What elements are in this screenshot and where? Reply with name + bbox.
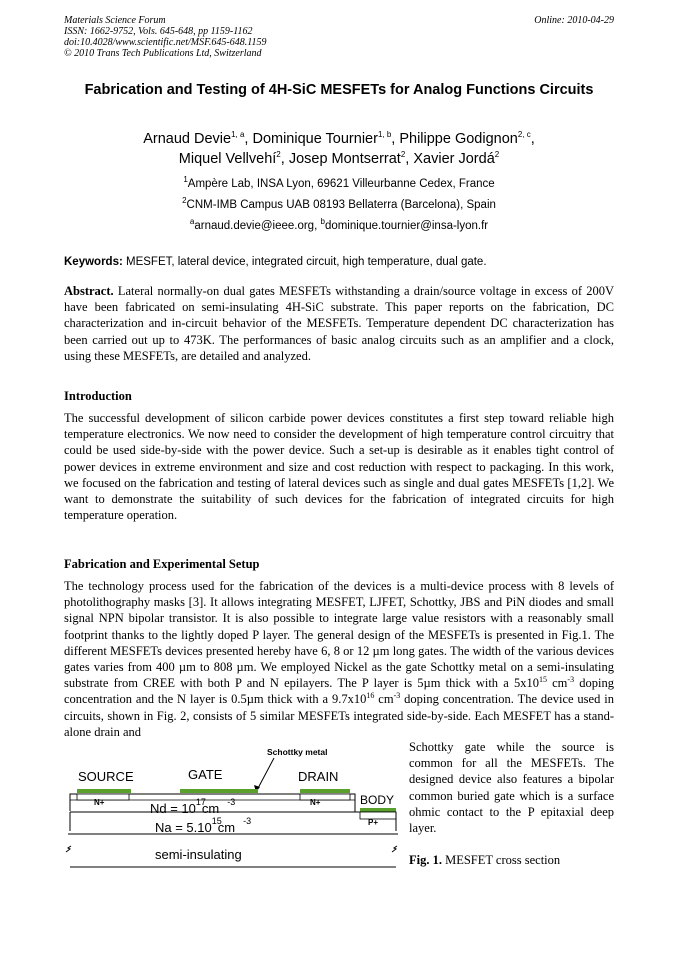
author: Philippe Godignon [399, 131, 518, 147]
p-plus-label: P+ [368, 818, 379, 827]
na-unit: cm [217, 820, 236, 835]
intro-heading: Introduction [64, 389, 132, 403]
online-date: Online: 2010-04-29 [534, 15, 614, 26]
journal-header [64, 15, 267, 59]
author: Josep Montserrat [288, 151, 401, 167]
figure-caption [409, 853, 560, 868]
break-mark-right [392, 846, 397, 852]
nd-value: Nd = 10 [150, 801, 196, 816]
email-link[interactable]: arnaud.devie@ieee.org, [194, 220, 318, 232]
na-unit-exponent: -3 [243, 816, 252, 826]
author-affil-mark: 2 [494, 150, 500, 160]
author-affil-mark: 1, a [231, 130, 245, 140]
schottky-label: Schottky metal [267, 747, 328, 757]
author-list: Arnaud Devie$^{1, a}$, Dominique Tournier$^{1, b}$, Philippe Godignon$^{2, c}$, Miquel Vellvehí$^2$, Josep Montserrat$^2$, Xavier Jordá$^2$ [143, 130, 535, 167]
drain-contact [300, 789, 350, 793]
exponent: 15 [538, 675, 547, 685]
paper-title: Fabrication and Testing of 4H-SiC MESFETs for Analog Functions Circuits [84, 82, 594, 98]
na-label [155, 816, 251, 835]
caption-label: Fig. 1. [409, 853, 442, 867]
n-plus-left-label: N+ [94, 798, 105, 807]
source-label: SOURCE [78, 769, 134, 784]
abstract [64, 283, 614, 364]
author-affil-mark: 2 [400, 150, 406, 160]
text-run: doping concentration and the N layer is 0.5µm thick with a 9.7x10 [64, 676, 614, 707]
author: Miquel Vellvehí [178, 151, 277, 167]
author: Arnaud Devie [143, 131, 232, 147]
caption-text: MESFET cross section [445, 853, 561, 867]
exponent: -3 [567, 675, 575, 685]
intro-text: The successful development of silicon carbide power devices constitutes a first step toward reliable high temperature electronics. We now need to consider the development of high temperature control circuitry that could be used side-by-side with the power device. Such a set-up is desirable as it enables tight control of power devices in extreme environment and size and cost reduction with respect to packaging. In this work, we focused on the fabrication and testing of lateral devices such as single and dual gates MESFETs [1,2]. We want to demonstrate the suitability of such devices for the fabrication of integrated circuits for high temperature operation. [64, 411, 614, 523]
nd-unit: cm [201, 801, 220, 816]
affil-text: Ampère Lab, INSA Lyon, 69621 Villeurbanne Cedex, France [187, 178, 495, 190]
abstract-text: Lateral normally-on dual gates MESFETs withstanding a drain/source voltage in excess of 200V have been fabricated on semi-insulating 4H-SiC substrate. This paper reports on the fabrication, DC characterization and in-circuit behavior of the MESFETs. Temperature dependent DC characterization has been carried out up to 473K. The performances of basic analog circuits such as an amplifier and a clock, using these MESFETs, are detailed and analyzed. [64, 284, 614, 363]
abstract-label: Abstract. [64, 284, 114, 298]
author-affil-mark: 2 [276, 150, 281, 160]
exponent: -3 [393, 691, 401, 701]
copyright: © 2010 Trans Tech Publications Ltd, Switzerland [64, 48, 262, 59]
fabrication-heading: Fabrication and Experimental Setup [64, 557, 260, 571]
author: Xavier Jordá [413, 151, 495, 167]
author-affil-mark: 1, b [377, 130, 392, 140]
doi: doi:10.4028/www.scientific.net/MSF.645-648.1159 [64, 37, 267, 48]
journal-name: Materials Science Forum [64, 15, 166, 26]
affil-mark: 2 [182, 196, 187, 206]
drain-label: DRAIN [298, 769, 339, 784]
body-label: BODY [360, 793, 395, 807]
issn: ISSN: 1662-9752, Vols. 645-648, pp 1159-1162 [64, 26, 253, 37]
n-plus-right-label: N+ [310, 798, 321, 807]
keywords-text: MESFET, lateral device, integrated circuit, high temperature, dual gate. [126, 256, 487, 268]
nd-exponent: 17 [195, 797, 206, 807]
affil-mark: 1 [183, 175, 188, 185]
affiliation-1 [64, 177, 614, 191]
email-mark: a [189, 217, 195, 227]
text-run: cm [374, 692, 394, 707]
break-mark-left [66, 846, 71, 852]
gate-label: GATE [188, 767, 223, 782]
substrate-label: semi-insulating [155, 847, 242, 862]
keywords [64, 255, 614, 269]
author: Dominique Tournier [252, 131, 378, 147]
na-exponent: 15 [211, 816, 222, 826]
author-affil-mark: 2, c [517, 130, 531, 140]
text-run: The technology process used for the fabrication of the devices is a multi-device process with 8 levels of photolithography masks [3]. It allows integrating MESFET, LJFET, Schottky, JBS and PiN diodes and small signal NPN bipolar transistor. It is also possible to integrate large value resistors with a reasonably small footprint thanks to the lightly doped P layer. The general design of the MESFETs is presented in Fig.1. The different MESFETs devices presented hereby have 6, 8 or 12 µm long gates. The width of the various devices gates varies from 400 µm to 808 µm. We employed Nickel as the gate Schottky metal on a semi-insulating substrate from CREE with both P and N epilayers. The P layer is 5µm thick with a 5x10 [64, 579, 614, 691]
emails [64, 219, 614, 233]
affiliation-2 [64, 198, 614, 212]
n-plus-drain-region [300, 794, 350, 800]
affil-text: CNM-IMB Campus UAB 08193 Bellaterra (Barcelona), Spain [186, 199, 496, 211]
mesfet-cross-section-figure [60, 742, 405, 872]
fabrication-side-text: Schottky gate while the source is common for all the MESFETs. The designed device also features a bipolar common buried gate which is a surface ohmic contact to the P epitaxial deep layer. [409, 740, 614, 836]
na-value: Na = 5.10 [155, 820, 212, 835]
exponent: 16 [366, 691, 375, 701]
nd-unit-exponent: -3 [227, 797, 236, 807]
fabrication-text [64, 578, 614, 740]
keywords-label: Keywords: [64, 256, 123, 268]
body-contact [360, 808, 396, 812]
mesfet-diagram [60, 742, 405, 872]
source-contact [77, 789, 131, 793]
text-run: cm [546, 676, 568, 691]
text-run: doping concentration. The device used in circuits, shown in Fig. 2, consists of 5 similar MESFETs integrated side-by-side. Each MESFET has a stand-alone drain and [64, 692, 614, 739]
gate-contact [180, 789, 258, 793]
email-mark: b [320, 217, 325, 227]
email-link[interactable]: dominique.tournier@insa-lyon.fr [324, 220, 489, 232]
